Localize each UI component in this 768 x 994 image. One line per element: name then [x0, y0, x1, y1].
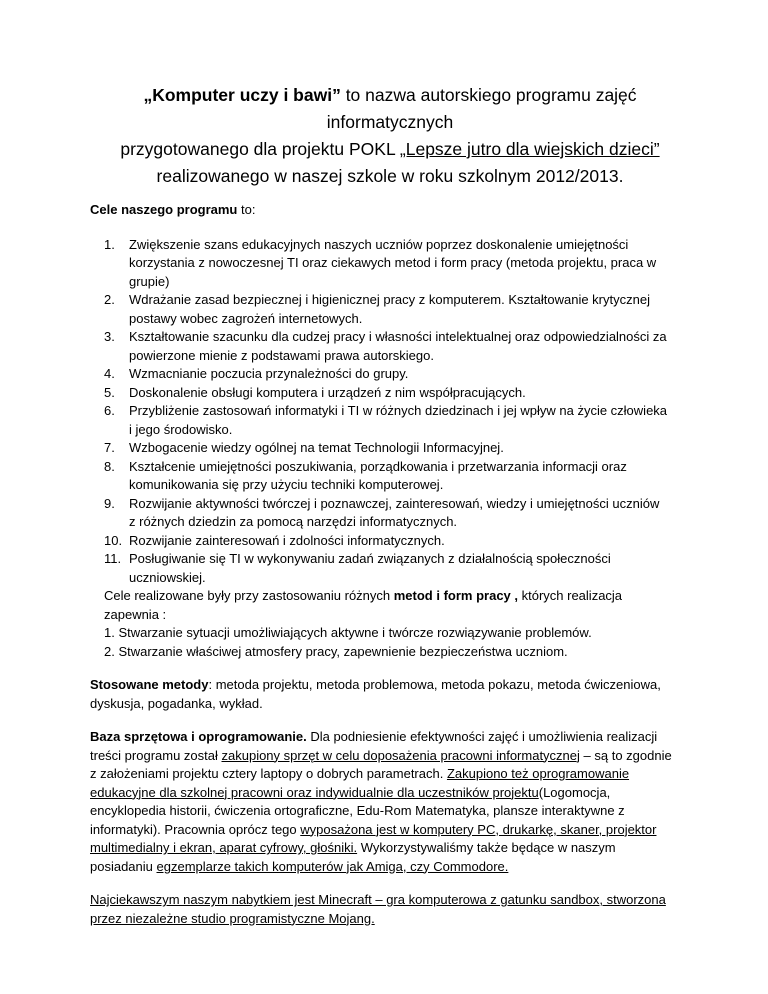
- project-name: „Lepsze jutro dla wiejskich dzieci”: [399, 139, 660, 159]
- base-text-2a: treści programu został: [90, 747, 222, 763]
- goal-number: 4.: [104, 366, 115, 381]
- realization-intro-line2: zapewnia :: [104, 606, 167, 622]
- goals-list: [90, 236, 690, 588]
- goals-heading-rest: to:: [237, 202, 256, 217]
- base-text-7b: Wykorzystywaliśmy także będące w naszym: [357, 840, 616, 855]
- methods-text-1: : metoda projektu, metoda problemowa, metoda pokazu, metoda ćwiczeniowa,: [208, 677, 661, 692]
- title-text-1: to nazwa autorskiego programu zajęć informatycznych: [326, 85, 637, 132]
- goal-number: 10.: [104, 532, 123, 548]
- goal-item: [104, 291, 690, 328]
- goal-text: Rozwijanie aktywności twórczej i poznawczej, zainteresowań, wiedzy i umiejętności uczniów: [129, 495, 660, 511]
- goals-heading-bold: Cele naszego programu: [90, 202, 238, 217]
- document-page: [90, 82, 690, 928]
- goal-item: [104, 495, 690, 532]
- base-text-8a: posiadaniu: [90, 858, 157, 874]
- goal-text: Wzbogacenie wiedzy ogólnej na temat Technologii Informacyjnej.: [129, 440, 504, 455]
- realization-point-1: 1. Stwarzanie sytuacji umożliwiających aktywne i twórcze rozwiązywanie problemów.: [104, 625, 592, 640]
- goal-item: [104, 550, 690, 587]
- goal-text: Doskonalenie obsługi komputera i urządzeń z nim współpracujących.: [129, 384, 526, 400]
- goal-text: Kształcenie umiejętności poszukiwania, porządkowania i przetwarzania informacji oraz: [129, 458, 627, 474]
- base-text-3a: z założeniami projektu cztery laptopy o dobrych parametrach.: [90, 766, 447, 781]
- goal-text: i jego środowisko.: [129, 421, 233, 437]
- base-link-equipment: zakupiony sprzęt w celu doposażenia pracowni informatycznej: [221, 747, 580, 763]
- goals-heading: [90, 201, 690, 220]
- base-text-1: Dla podniesienie efektywności zajęć i umożliwienia realizacji: [306, 729, 658, 744]
- goal-text: korzystania z nowoczesnej TI oraz ciekawych metod i form pracy (metoda projektu, praca w: [129, 255, 657, 270]
- goal-item: [104, 402, 690, 439]
- goal-text: grupie): [129, 273, 170, 289]
- goal-number: 1.: [104, 236, 115, 252]
- goal-item: [104, 458, 690, 495]
- goal-text: Posługiwanie się TI w wykonywaniu zadań związanych z działalnością społeczności: [129, 551, 611, 566]
- base-label: Baza sprzętowa i oprogramowanie.: [90, 729, 307, 744]
- goal-item: [104, 384, 690, 403]
- goal-text: Kształtowanie szacunku dla cudzej pracy i własności intelektualnej oraz odpowiedzialności za: [129, 329, 667, 344]
- goal-item: [104, 365, 690, 384]
- methods-label: Stosowane metody: [90, 677, 209, 692]
- goal-number: 9.: [104, 495, 115, 511]
- goal-item: [104, 236, 690, 292]
- methods-text-2: dyskusja, pogadanka, wykład.: [90, 695, 263, 711]
- realization-intro-bold: metod i form pracy ,: [393, 588, 518, 603]
- goal-number: 3.: [104, 329, 115, 344]
- base-link-software-2: edukacyjne dla szkolnej pracowni oraz indywidualnie dla uczestników projektu: [90, 784, 539, 800]
- goal-number: 7.: [104, 440, 115, 455]
- goal-text: powierzone mienie z podstawami prawa autorskiego.: [129, 347, 434, 363]
- title-text-2: przygotowanego dla projektu POKL: [120, 139, 400, 159]
- realization-point-2: 2. Stwarzanie właściwej atmosfery pracy, zapewnienie bezpieczeństwa uczniom.: [104, 643, 568, 659]
- goal-number: 5.: [104, 384, 115, 400]
- goal-item: [104, 532, 690, 551]
- goal-text: uczniowskiej.: [129, 569, 206, 585]
- goal-text: Zwiększenie szans edukacyjnych naszych uczniów poprzez doskonalenie umiejętności: [129, 236, 629, 252]
- program-name: „Komputer uczy i bawi”: [143, 85, 341, 105]
- goal-number: 2.: [104, 292, 115, 307]
- base-text-5: encyklopedia historii, ćwiczenia ortograficzne, Edu-Rom Matematyka, plansze interaktywne z: [90, 803, 625, 818]
- base-text-4b: (Logomocja,: [538, 784, 611, 800]
- goal-number: 6.: [104, 403, 115, 418]
- goal-text: Rozwijanie zainteresowań i zdolności informatycznych.: [129, 532, 445, 548]
- title-text-3: realizowanego w naszej szkole w roku szkolnym 2012/2013.: [156, 166, 624, 186]
- base-link-lab-2: multimedialny i ekran, aparat cyfrowy, głośniki.: [90, 840, 358, 855]
- realization-intro: [90, 587, 690, 661]
- goal-item: [104, 439, 690, 458]
- methods-paragraph: [90, 676, 690, 713]
- document-title: [90, 82, 690, 190]
- news-line-1: Najciekawszym naszym nabytkiem jest Minecraft – gra komputerowa z gatunku sandbox, stworzona: [90, 892, 666, 907]
- goal-text: z różnych dziedzin za pomocą narzędzi informatycznych.: [129, 514, 458, 529]
- realization-section: [90, 587, 690, 661]
- news-line-2: przez niezależne studio programistyczne Mojang.: [90, 910, 375, 926]
- goal-item: [104, 328, 690, 365]
- base-link-lab: wyposażona jest w komputery PC, drukarkę, skaner, projektor: [300, 821, 657, 837]
- realization-intro-end: których realizacja: [518, 588, 623, 603]
- base-text-2b: – są to zgodnie: [579, 747, 672, 763]
- base-link-software: Zakupiono też oprogramowanie: [446, 766, 630, 781]
- news-paragraph: [90, 891, 690, 928]
- goal-text: postawy wobec zagrożeń internetowych.: [129, 310, 363, 326]
- base-text-6a: informatyki). Pracownia oprócz tego: [90, 821, 301, 837]
- base-paragraph: [90, 728, 690, 876]
- goal-number: 8.: [104, 458, 115, 474]
- goal-number: 11.: [104, 551, 122, 566]
- goal-text: Przybliżenie zastosowań informatyki i TI w różnych dziedzinach i jej wpływ na życie człowieka: [129, 403, 668, 418]
- goal-text: Wdrażanie zasad bezpiecznej i higienicznej pracy z komputerem. Kształtowanie krytycznej: [129, 292, 650, 307]
- base-link-retro: egzemplarze takich komputerów jak Amiga, czy Commodore.: [156, 858, 509, 874]
- realization-intro-start: Cele realizowane były przy zastosowaniu różnych: [104, 588, 394, 603]
- goal-text: Wzmacnianie poczucia przynależności do grupy.: [129, 366, 409, 381]
- goal-text: komunikowania się przy użyciu techniki komputerowej.: [129, 477, 444, 492]
